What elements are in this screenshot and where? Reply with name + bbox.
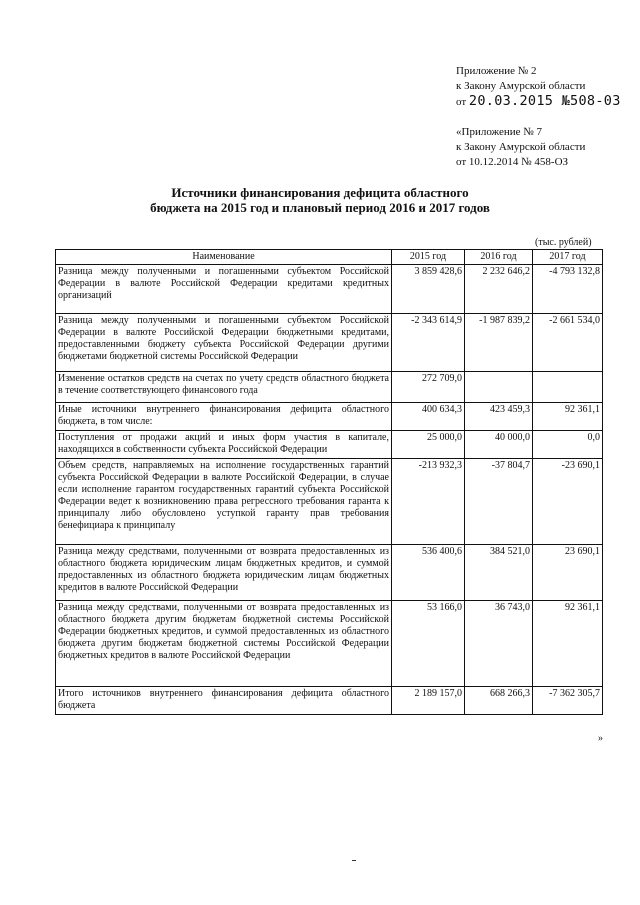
appendix-date-prefix: от: [456, 96, 467, 108]
table-row: [56, 431, 603, 459]
prior-appendix-law-reference: к Закону Амурской области: [456, 141, 586, 153]
row-value-2015: 25 000,0: [392, 431, 465, 459]
row-value-2016: 384 521,0: [465, 545, 533, 601]
row-name: Разница между полученными и погашенными субъектом Российской Федерации в валюте Российской Федерации бюджетными кредитами, предоставленными бюджету субъекта Российской Федерации другими бюджетами бюджетной системы Российской Федерации: [56, 314, 392, 372]
row-value-2016: 40 000,0: [465, 431, 533, 459]
document-title-line-2: бюджета на 2015 год и плановый период 2016 и 2017 годов: [150, 200, 490, 215]
table-row: [56, 403, 603, 431]
row-value-2016: 423 459,3: [465, 403, 533, 431]
prior-appendix-date: от 10.12.2014 № 458-ОЗ: [456, 156, 569, 168]
appendix-law-reference: к Закону Амурской области: [456, 80, 586, 92]
row-value-2015: 2 189 157,0: [392, 687, 465, 715]
row-value-2017: 0,0: [533, 431, 603, 459]
budget-sources-table: [55, 249, 603, 715]
row-value-2016: 2 232 646,2: [465, 265, 533, 314]
prior-appendix-number: «Приложение № 7: [456, 126, 543, 138]
header-name: Наименование: [56, 250, 392, 265]
row-value-2017: [533, 372, 603, 403]
row-value-2015: 400 634,3: [392, 403, 465, 431]
row-value-2015: -2 343 614,9: [392, 314, 465, 372]
row-value-2016: [465, 372, 533, 403]
header-2015: 2015 год: [392, 250, 465, 265]
document-title-line-1: Источники финансирования дефицита областного: [171, 185, 469, 200]
row-value-2017: 92 361,1: [533, 403, 603, 431]
header-2016: 2016 год: [465, 250, 533, 265]
row-name: Изменение остатков средств на счетах по учету средств областного бюджета в течение соответствующего финансового года: [56, 372, 392, 403]
table-row: [56, 265, 603, 314]
row-name: Итого источников внутреннего финансирования дефицита областного бюджета: [56, 687, 392, 715]
document-title: [100, 185, 540, 215]
table-row: [56, 459, 603, 545]
appendix-current-block: [456, 64, 621, 110]
row-value-2017: -7 362 305,7: [533, 687, 603, 715]
table-row: [56, 601, 603, 687]
table-row: [56, 372, 603, 403]
row-name: Разница между полученными и погашенными субъектом Российской Федерации в валюте Российской Федерации кредитами кредитных организаций: [56, 265, 392, 314]
appendix-prior-block: [456, 125, 585, 170]
row-name: Поступления от продажи акций и иных форм участия в капитале, находящихся в собственности субъекта Российской Федерации: [56, 431, 392, 459]
table-row: [56, 545, 603, 601]
footer-mark: [352, 860, 356, 861]
row-value-2017: -2 661 534,0: [533, 314, 603, 372]
row-value-2017: 23 690,1: [533, 545, 603, 601]
header-2017: 2017 год: [533, 250, 603, 265]
row-value-2016: 36 743,0: [465, 601, 533, 687]
appendix-number: Приложение № 2: [456, 65, 537, 77]
table-header-row: [56, 250, 603, 265]
row-name: Иные источники внутреннего финансирования дефицита областного бюджета, в том числе:: [56, 403, 392, 431]
row-value-2016: -1 987 839,2: [465, 314, 533, 372]
row-value-2015: 53 166,0: [392, 601, 465, 687]
units-label: (тыс. рублей): [535, 237, 592, 248]
table-row: [56, 687, 603, 715]
row-value-2015: -213 932,3: [392, 459, 465, 545]
row-value-2017: -4 793 132,8: [533, 265, 603, 314]
row-value-2017: -23 690,1: [533, 459, 603, 545]
row-value-2015: 536 400,6: [392, 545, 465, 601]
row-value-2015: 3 859 428,6: [392, 265, 465, 314]
row-name: Разница между средствами, полученными от возврата предоставленных из областного бюджета юридическим лицам бюджетных кредитов, и суммой предоставленных из областного бюджета юридическим лицам бюджетных кредитов в валюте Российской Федерации: [56, 545, 392, 601]
row-value-2016: 668 266,3: [465, 687, 533, 715]
row-value-2017: 92 361,1: [533, 601, 603, 687]
row-name: Объем средств, направляемых на исполнение государственных гарантий субъекта Российской Федерации в валюте Российской Федерации, в случае если исполнение гарантом государственных гарантий субъекта Российской Федерации ведет к возникновению права регрессного требования гаранта к принципалу либо обусловлено уступкой гаранту прав требования бенефициара к принципалу: [56, 459, 392, 545]
appendix-date-stamp: 20.03.2015 №508-03: [468, 93, 621, 109]
continuation-mark: »: [598, 733, 603, 744]
row-value-2015: 272 709,0: [392, 372, 465, 403]
appendix-date-line: [456, 94, 621, 110]
row-value-2016: -37 804,7: [465, 459, 533, 545]
table-row: [56, 314, 603, 372]
row-name: Разница между средствами, полученными от возврата предоставленных из областного бюджета другим бюджетам бюджетной системы Российской Федерации бюджетных кредитов, и суммой предоставленных из областного бюджета другим бюджетам бюджетной системы Российской Федерации бюджетных кредитов в валюте Российской Федерации: [56, 601, 392, 687]
